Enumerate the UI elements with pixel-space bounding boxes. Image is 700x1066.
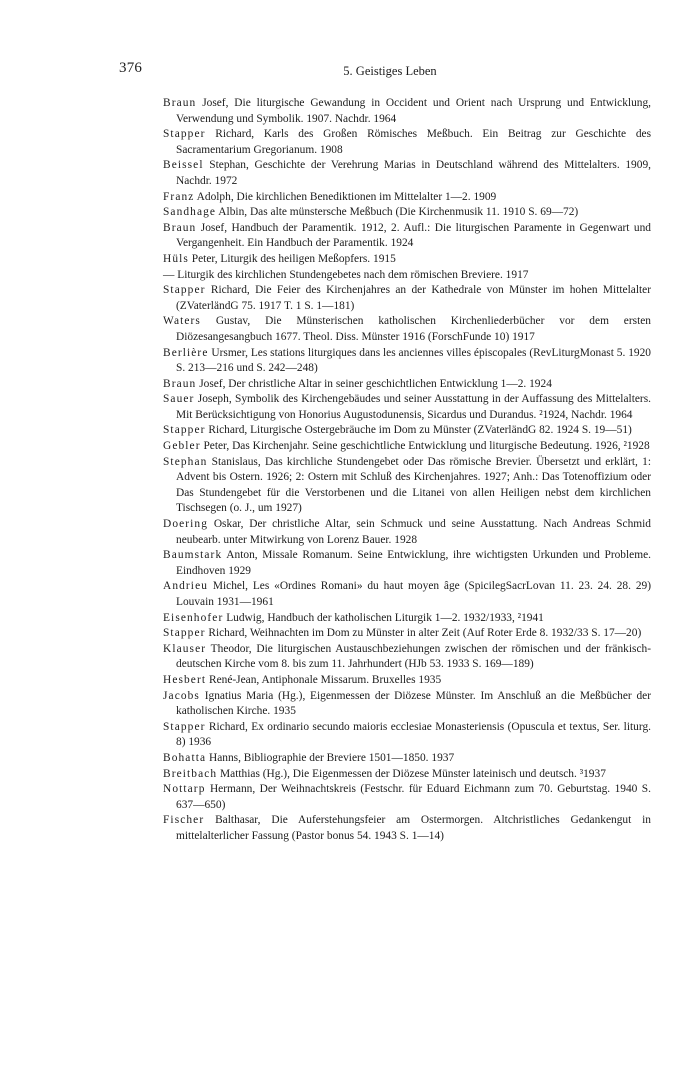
entry-text: Gustav, Die Münsterischen katholischen Kirchenliederbücher vor dem ersten Diözesangesangbuch 1677. Theol. Diss. Münster 1916 (ForschFunde 10) 1917 <box>176 315 651 343</box>
bibliography-entry <box>163 283 651 314</box>
bibliography-entry <box>163 127 651 158</box>
entry-text: Ludwig, Handbuch der katholischen Liturgik 1—2. 1932/1933, ²1941 <box>223 611 544 624</box>
bibliography-entry <box>163 392 651 423</box>
entry-text: Ursmer, Les stations liturgiques dans les anciennes villes épiscopales (RevLiturgMonast 5. 1920 S. 213—216 und S. 242—248) <box>176 346 651 375</box>
entry-text: Richard, Liturgische Ostergebräuche im Dom zu Münster (ZVaterländG 82. 1924 S. 19—51) <box>205 424 632 437</box>
entry-text: Anton, Missale Romanum. Seine Entwicklung, ihre wichtigsten Urkunden und Probleme. Eindhoven 1929 <box>176 549 651 577</box>
entry-author: Andrieu <box>163 580 209 593</box>
bibliography-entry <box>163 221 651 252</box>
entry-author: Nottarp <box>163 783 206 796</box>
entry-author: Stapper <box>163 128 206 141</box>
bibliography-entry <box>163 158 651 189</box>
entry-text: Adolph, Die kirchlichen Benediktionen im Mittelalter 1—2. 1909 <box>194 190 497 203</box>
entry-author: Stapper <box>163 627 206 640</box>
entry-author: Hesbert <box>163 673 207 686</box>
entry-author: Beissel <box>163 159 204 172</box>
bibliography-entry <box>163 813 651 844</box>
entry-text: Matthias (Hg.), Die Eigenmessen der Diözese Münster lateinisch und deutsch. ³1937 <box>217 767 606 780</box>
entry-text: Michel, Les «Ordines Romani» du haut moyen âge (SpicilegSacrLovan 11. 23. 24. 28. 29) Louvain 1931—1961 <box>176 580 651 608</box>
entry-text: Theodor, Die liturgischen Austauschbeziehungen zwischen der römischen und der fränkisch-deutschen Kirche vom 8. bis zum 11. Jahrhundert (HJb 53. 1933 S. 169—189) <box>176 642 651 671</box>
bibliography-entry <box>163 673 651 689</box>
bibliography-entry <box>163 439 651 455</box>
bibliography-entry <box>163 642 651 673</box>
entry-text: Balthasar, Die Auferstehungsfeier am Ostermorgen. Altchristliches Gedankengut in mittelalterlicher Fassung (Pastor bonus 54. 1943 S. 1—14) <box>176 814 651 842</box>
entry-author: Hüls <box>163 252 189 265</box>
running-head: 5. Geistiges Leben <box>343 64 437 78</box>
entry-author: Gebler <box>163 440 201 453</box>
entry-text: Josef, Der christliche Altar in seiner geschichtlichen Entwicklung 1—2. 1924 <box>196 377 552 390</box>
entry-author: Stapper <box>163 284 206 297</box>
entry-author: Doering <box>163 518 209 531</box>
entry-author: Sandhage <box>163 206 217 219</box>
bibliography-entry <box>163 767 651 783</box>
entry-text: Richard, Karls des Großen Römisches Meßbuch. Ein Beitrag zur Geschichte des Sacramentarium Gregorianum. 1908 <box>176 128 651 156</box>
entry-author: Jacobs <box>163 689 200 702</box>
entry-author: Klauser <box>163 642 207 655</box>
entry-text: Stephan, Geschichte der Verehrung Marias in Deutschland während des Mittelalters. 1909, Nachdr. 1972 <box>176 159 651 187</box>
bibliography-entry <box>163 517 651 548</box>
bibliography-entry <box>163 96 651 127</box>
entry-author: Waters <box>163 315 201 328</box>
entry-text: Richard, Die Feier des Kirchenjahres an der Kathedrale von Münster im hohen Mittelalter (ZVaterländG 75. 1917 T. 1 S. 1—181) <box>176 284 651 312</box>
bibliography-entry <box>163 252 651 268</box>
entry-text: Peter, Liturgik des heiligen Meßopfers. 1915 <box>188 252 396 265</box>
entry-text: Oskar, Der christliche Altar, sein Schmuck und seine Ausstattung. Nach Andreas Schmid neubearb. unter Mitwirkung von Lorenz Bauer. 1928 <box>176 518 651 546</box>
entry-author: Braun <box>163 97 197 109</box>
entry-author: Stapper <box>163 720 206 733</box>
entry-author: Fischer <box>163 814 205 827</box>
entry-text: Josef, Handbuch der Paramentik. 1912, 2. Aufl.: Die liturgischen Paramente in Gegenwart und Vergangenheit. Ein Handbuch der Paramentik. 1924 <box>176 221 651 250</box>
entry-author: Eisenhofer <box>163 611 224 624</box>
entry-text: Joseph, Symbolik des Kirchengebäudes und seiner Ausstattung in der Auffassung des Mittelalters. Mit Berücksichtigung von Honorius Augustodunensis, Sicardus und Durandus. ²1924, Nachdr. 1964 <box>176 393 651 421</box>
bibliography-entry <box>163 579 651 610</box>
entry-text: — Liturgik des kirchlichen Stundengebetes nach dem römischen Breviere. 1917 <box>163 268 529 281</box>
bibliography-list <box>163 96 651 845</box>
bibliography-entry <box>163 611 651 627</box>
entry-text: Ignatius Maria (Hg.), Eigenmessen der Diözese Münster. Im Anschluß an die Meßbücher der katholischen Kirche. 1935 <box>176 689 651 718</box>
entry-author: Braun <box>163 221 197 234</box>
entry-text: Peter, Das Kirchenjahr. Seine geschichtliche Entwicklung und liturgische Bedeutung. 1926, ²1928 <box>200 440 650 453</box>
bibliography-entry <box>163 720 651 751</box>
entry-text: Stanislaus, Das kirchliche Stundengebet oder Das römische Brevier. Übersetzt und erklärt, 1: Advent bis Ostern. 1926; 2: Ostern mit Schluß des Kirchenjahres. 1927; Anh.: Das Totenoffizium oder Das Stundengebet für die Verstorbenen und die Litanei von allen Heiligen nebst dem kirchlichen Tischsegen (o. J., um 1927) <box>176 455 651 515</box>
page-number: 376 <box>119 60 143 76</box>
entry-author: Baumstark <box>163 549 223 562</box>
entry-text: René-Jean, Antiphonale Missarum. Bruxelles 1935 <box>206 673 442 686</box>
entry-text: Hermann, Der Weihnachtskreis (Festschr. für Eduard Eichmann zum 70. Geburtstag. 1940 S. 637—650) <box>176 783 651 811</box>
bibliography-entry <box>163 626 651 642</box>
bibliography-entry <box>163 455 651 517</box>
bibliography-entry <box>163 190 651 206</box>
entry-author: Stephan <box>163 455 208 468</box>
bibliography-entry <box>163 205 651 221</box>
bibliography-entry <box>163 751 651 767</box>
bibliography-entry <box>163 548 651 579</box>
entry-text: Albin, Das alte münstersche Meßbuch (Die Kirchenmusik 11. 1910 S. 69—72) <box>216 206 579 219</box>
bibliography-entry <box>163 314 651 345</box>
bibliography-entry <box>163 268 651 284</box>
entry-text: Josef, Die liturgische Gewandung in Occident und Orient nach Ursprung und Entwicklung, Verwendung und Symbolik. 1907. Nachdr. 1964 <box>176 97 651 125</box>
bibliography-entry <box>163 346 651 377</box>
entry-author: Franz <box>163 190 195 203</box>
bibliography-entry <box>163 423 651 439</box>
entry-text: Richard, Weihnachten im Dom zu Münster in alter Zeit (Auf Roter Erde 8. 1932/33 S. 17—20) <box>205 627 642 640</box>
bibliography-entry <box>163 782 651 813</box>
entry-author: Sauer <box>163 393 195 406</box>
entry-author: Berlière <box>163 346 209 359</box>
bibliography-entry <box>163 689 651 720</box>
entry-text: Richard, Ex ordinario secundo maioris ecclesiae Monasteriensis (Opuscula et textus, Ser. liturg. 8) 1936 <box>176 720 651 749</box>
entry-author: Breitbach <box>163 767 218 780</box>
entry-author: Bohatta <box>163 751 207 764</box>
entry-author: Stapper <box>163 424 206 437</box>
entry-text: Hanns, Bibliographie der Breviere 1501—1850. 1937 <box>206 751 455 764</box>
bibliography-entry <box>163 377 651 393</box>
entry-author: Braun <box>163 377 197 390</box>
